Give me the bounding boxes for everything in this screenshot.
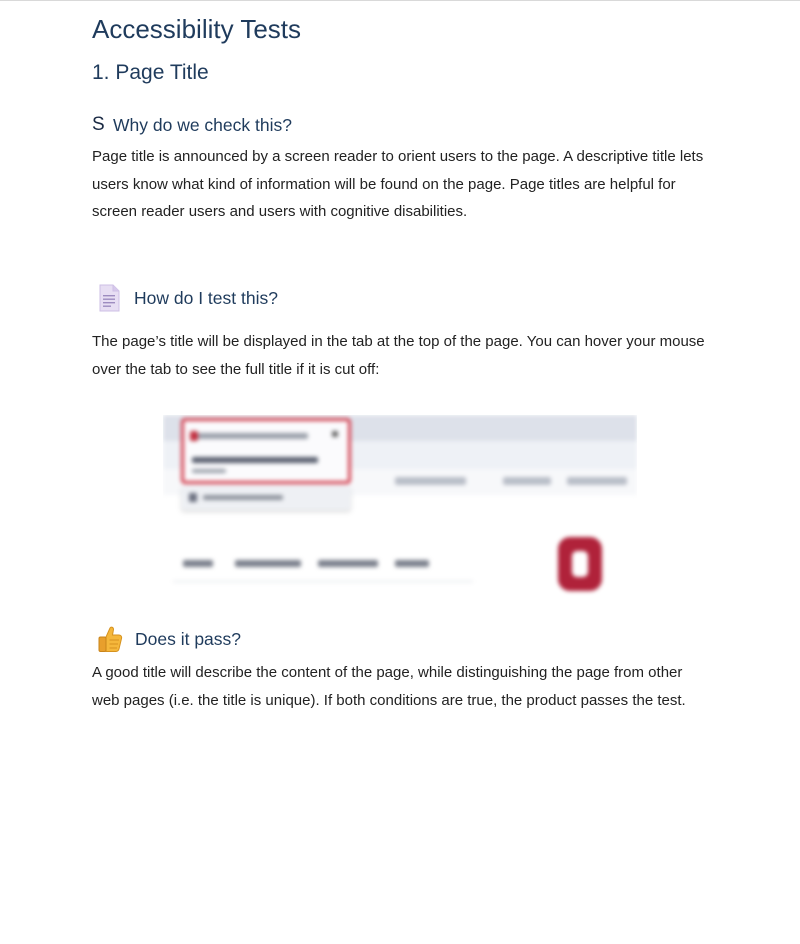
why-heading-text: Why do we check this? <box>113 114 292 135</box>
screenshot-favicon <box>190 431 198 441</box>
screenshot-memory-hint <box>181 486 351 510</box>
screenshot-nav-item <box>395 560 429 567</box>
screenshot-full-title <box>192 457 318 463</box>
pass-heading-text: Does it pass? <box>135 628 242 649</box>
screenshot-memory-text <box>203 495 283 500</box>
thumbs-up-icon <box>97 625 123 653</box>
page-title: Accessibility Tests <box>92 14 302 44</box>
section-title: 1. Page Title <box>92 61 209 84</box>
screenshot-tab-label <box>198 433 308 439</box>
screenshot-nav-divider <box>173 581 473 582</box>
how-paragraph: The page’s title will be displayed in the tab at the top of the page. You can hover your mouse over the tab to see the full title if it is cut off: <box>92 333 705 378</box>
s-marker-icon: S <box>92 114 105 135</box>
screenshot-memory-icon <box>189 493 197 502</box>
screenshot-bookmark <box>431 477 466 485</box>
screenshot-close-icon <box>332 431 338 437</box>
screenshot-nav-item <box>235 560 301 567</box>
why-paragraph: Page title is announced by a screen reader to orient users to the page. A descriptive title lets users know what kind of information will be found on the page. Page titles are helpful for screen reader users and users with cognitive disabilities. <box>92 148 704 220</box>
block-o-logo <box>558 537 602 591</box>
pass-heading <box>97 625 241 653</box>
screenshot-tab-tooltip <box>181 418 351 484</box>
browser-tab-screenshot <box>163 415 637 600</box>
pass-paragraph: A good title will describe the content of the page, while distinguishing the page from other web pages (i.e. the title is unique). If both conditions are true, the product passes the test. <box>92 664 686 709</box>
screenshot-url <box>192 469 226 473</box>
screenshot-bookmark <box>503 477 551 485</box>
screenshot-nav-item <box>318 560 378 567</box>
top-divider <box>0 0 800 1</box>
document-icon <box>98 284 120 312</box>
why-heading <box>92 114 292 136</box>
screenshot-bookmark <box>567 477 627 485</box>
how-heading <box>98 284 278 312</box>
how-heading-text: How do I test this? <box>134 287 278 308</box>
screenshot-nav-item <box>183 560 213 567</box>
